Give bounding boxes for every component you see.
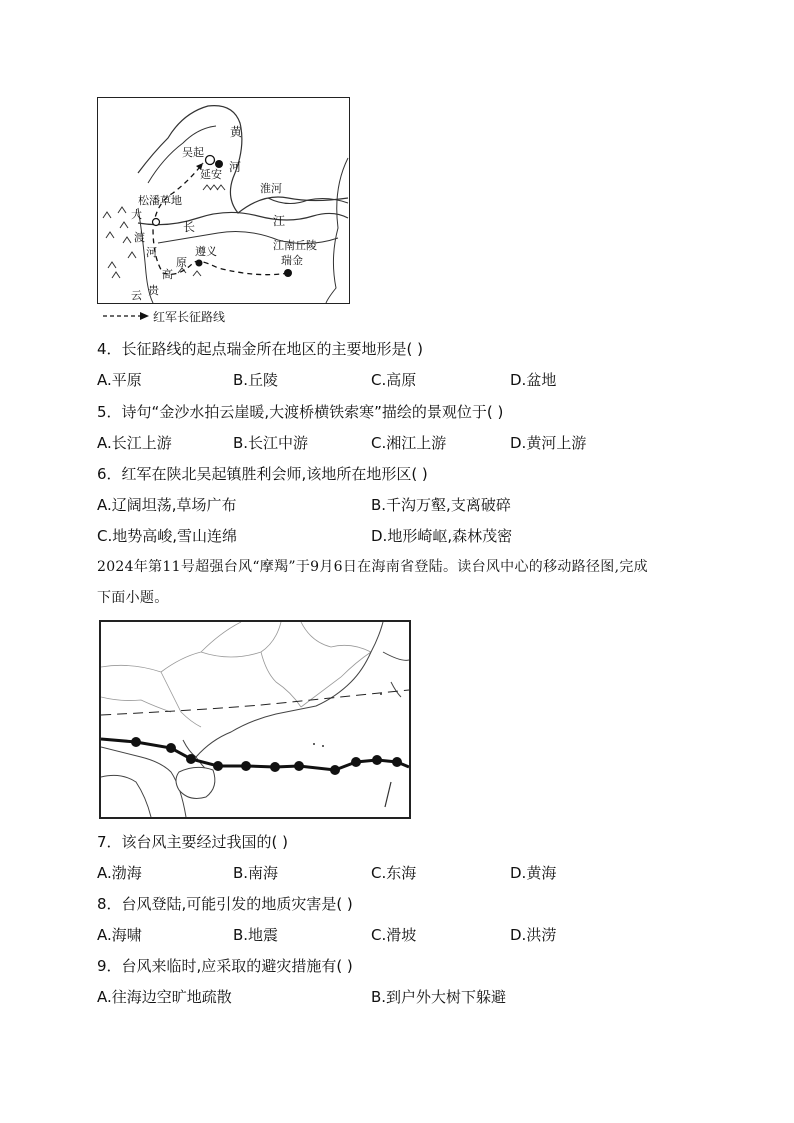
hainan-island xyxy=(176,767,215,798)
typhoon-point xyxy=(131,737,141,747)
label-jiangnan: 江南丘陵 xyxy=(273,239,317,252)
question-9-stem: 9．台风来临时,应采取的避灾措施有( ) xyxy=(97,957,353,975)
typhoon-intro-line2: 下面小题。 xyxy=(97,590,169,606)
label-jiang: 江 xyxy=(273,214,286,228)
q4-option-d[interactable]: D.盆地 xyxy=(510,371,557,389)
map1-legend xyxy=(103,308,225,324)
q7-option-b[interactable]: B.南海 xyxy=(233,864,279,882)
label-ruijin: 瑞金 xyxy=(281,254,303,267)
q6-option-c[interactable]: C.地势高峻,雪山连绵 xyxy=(97,527,238,545)
question-4-stem: 4．长征路线的起点瑞金所在地区的主要地形是( ) xyxy=(97,340,424,358)
ruijin-marker xyxy=(284,269,292,277)
q8-option-a[interactable]: A.海啸 xyxy=(97,926,142,944)
q9-option-b[interactable]: B.到户外大树下躲避 xyxy=(371,988,507,1006)
yangtze-river xyxy=(138,212,348,224)
typhoon-point xyxy=(270,762,280,772)
typhoon-positions xyxy=(131,737,402,775)
province-borders xyxy=(101,622,371,727)
label-zunyi: 遵义 xyxy=(195,245,217,258)
label-gui: 贵 xyxy=(148,284,159,297)
q8-option-b[interactable]: B.地震 xyxy=(233,926,279,944)
label-wuqi: 吴起 xyxy=(182,146,204,159)
label-songpan: 松潘草地 xyxy=(138,194,182,207)
label-yuan: 原 xyxy=(176,256,187,269)
label-chang: 长 xyxy=(183,220,196,234)
question-8-stem: 8．台风登陆,可能引发的地质灾害是( ) xyxy=(97,895,353,913)
question-5-stem: 5．诗句“金沙水拍云崖暖,大渡桥横铁索寒”描绘的景观位于( ) xyxy=(97,403,504,421)
typhoon-intro-line1: 2024年第11号超强台风“摩羯”于9月6日在海南省登陆。读台风中心的移动路径图,完成 xyxy=(97,559,648,575)
q6-option-d[interactable]: D.地形崎岖,森林茂密 xyxy=(371,527,513,545)
typhoon-map-svg xyxy=(101,622,409,817)
wuqi-marker xyxy=(206,156,215,165)
typhoon-point xyxy=(186,754,196,764)
zunyi-marker xyxy=(196,260,203,267)
label-yun: 云 xyxy=(131,289,142,302)
q4-option-b[interactable]: B.丘陵 xyxy=(233,371,279,389)
label-yanan: 延安 xyxy=(200,168,222,181)
label-du: 渡 xyxy=(134,231,145,244)
long-march-map-svg xyxy=(98,98,349,303)
q4-option-a[interactable]: A.平原 xyxy=(97,371,142,389)
question-6-stem: 6．红军在陕北吴起镇胜利会师,该地所在地形区( ) xyxy=(97,465,428,483)
typhoon-point xyxy=(294,761,304,771)
typhoon-point xyxy=(241,761,251,771)
q7-option-d[interactable]: D.黄海 xyxy=(510,864,557,882)
long-march-map xyxy=(97,97,350,304)
typhoon-point xyxy=(330,765,340,775)
q5-option-a[interactable]: A.长江上游 xyxy=(97,434,172,452)
label-huaihe: 淮河 xyxy=(260,182,282,195)
label-da: 大 xyxy=(131,208,142,221)
q7-option-a[interactable]: A.渤海 xyxy=(97,864,142,882)
question-7-stem: 7．该台风主要经过我国的( ) xyxy=(97,833,289,851)
q6-option-a[interactable]: A.辽阔坦荡,草场广布 xyxy=(97,496,237,514)
legend-route-icon xyxy=(103,310,151,322)
label-gao: 高 xyxy=(162,268,173,281)
legend-label: 红军长征路线 xyxy=(153,309,226,324)
q4-option-c[interactable]: C.高原 xyxy=(371,371,417,389)
coastline xyxy=(326,158,348,303)
songpan-marker xyxy=(153,219,160,226)
label-he: 河 xyxy=(229,160,242,174)
typhoon-map xyxy=(99,620,411,819)
typhoon-point xyxy=(392,757,402,767)
label-huang: 黄 xyxy=(230,125,243,139)
q9-option-a[interactable]: A.往海边空旷地疏散 xyxy=(97,988,232,1006)
typhoon-point xyxy=(372,755,382,765)
q5-option-d[interactable]: D.黄河上游 xyxy=(510,434,587,452)
q8-option-d[interactable]: D.洪涝 xyxy=(510,926,557,944)
q7-option-c[interactable]: C.东海 xyxy=(371,864,417,882)
q5-option-b[interactable]: B.长江中游 xyxy=(233,434,309,452)
typhoon-point xyxy=(213,761,223,771)
typhoon-track xyxy=(101,739,409,770)
coastline-2 xyxy=(101,622,409,817)
q5-option-c[interactable]: C.湘江上游 xyxy=(371,434,447,452)
label-he2: 河 xyxy=(146,246,157,259)
typhoon-point xyxy=(351,757,361,767)
yanan-marker xyxy=(215,160,223,168)
q6-option-b[interactable]: B.千沟万壑,支离破碎 xyxy=(371,496,511,514)
typhoon-point xyxy=(166,743,176,753)
q8-option-c[interactable]: C.滑坡 xyxy=(371,926,417,944)
